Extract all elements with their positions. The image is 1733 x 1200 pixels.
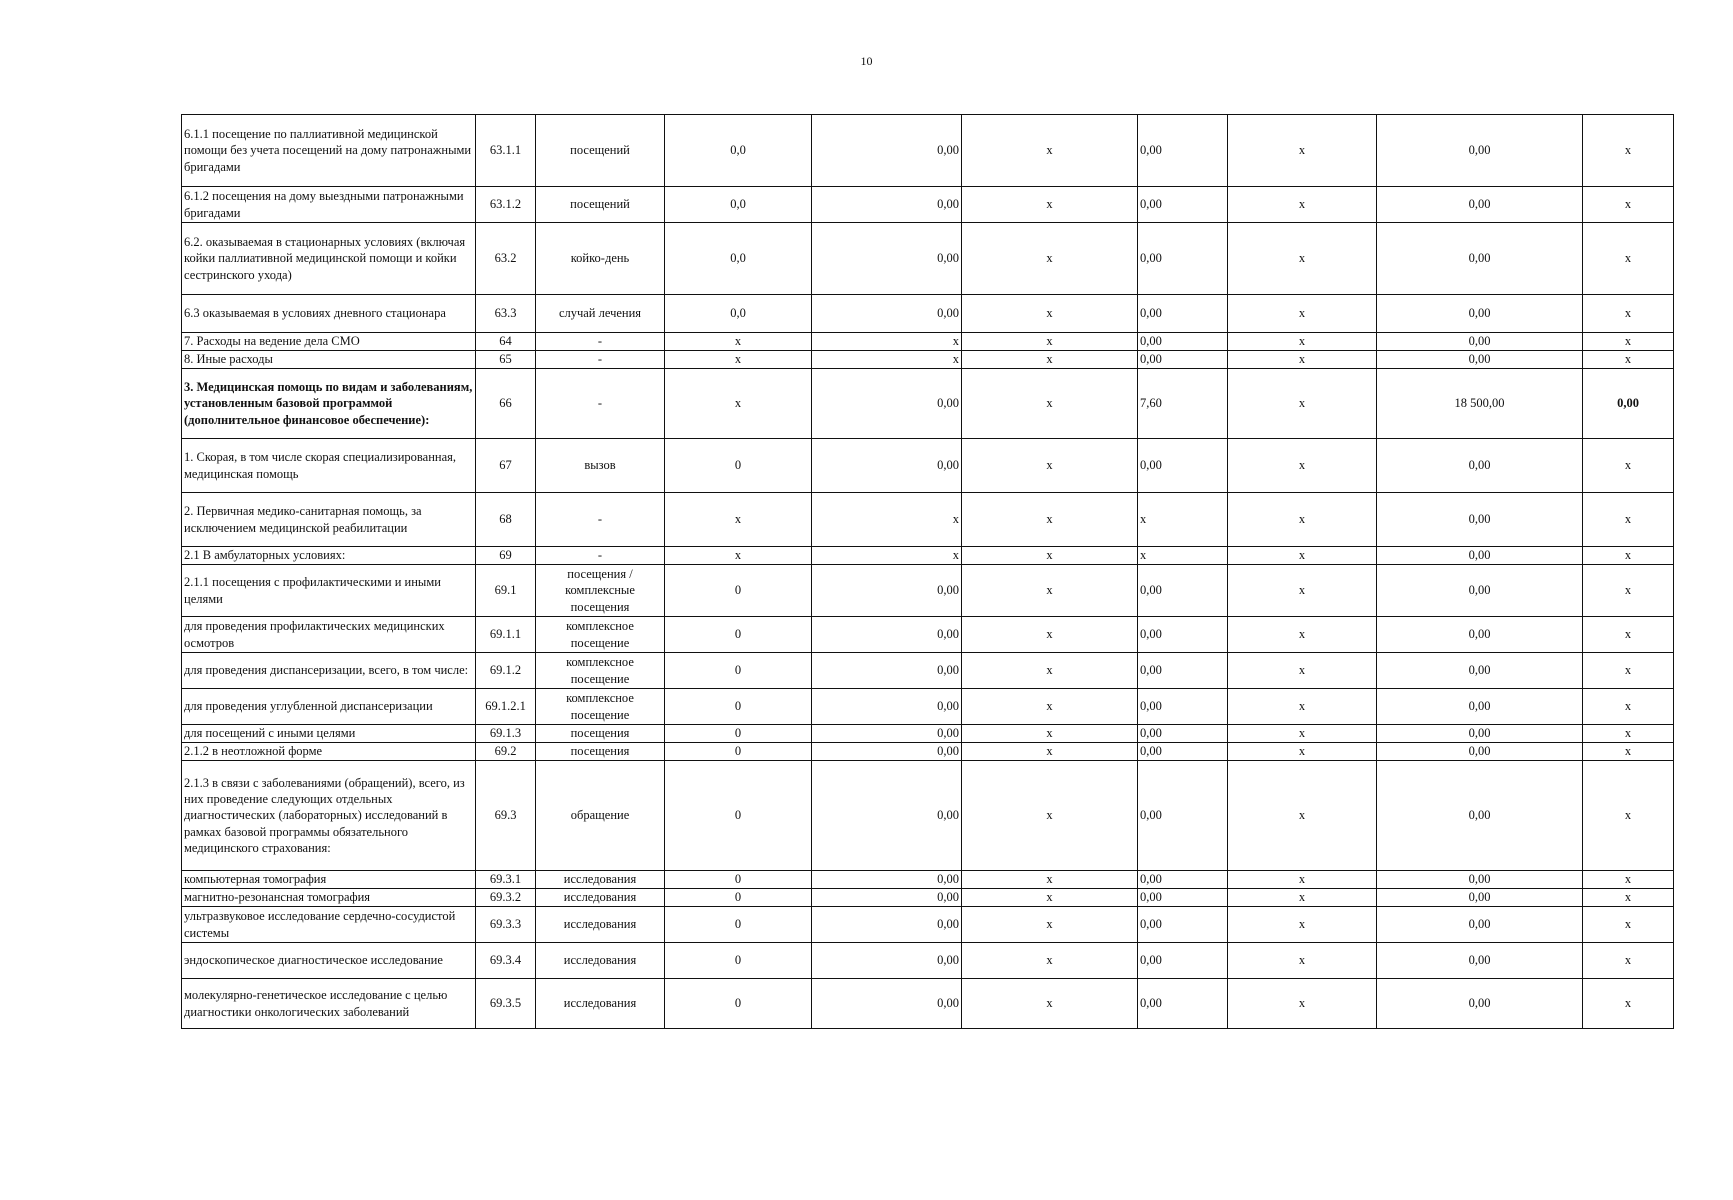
col-6-value: 0,00 bbox=[1138, 907, 1228, 943]
col-4-value: 0,00 bbox=[812, 187, 962, 223]
row-unit: комплексное посещение bbox=[536, 689, 665, 725]
row-name: эндоскопическое диагностическое исследование bbox=[182, 943, 476, 979]
col-6-value: 0,00 bbox=[1138, 333, 1228, 351]
col-7-value: x bbox=[1228, 351, 1377, 369]
row-unit: обращение bbox=[536, 761, 665, 871]
row-code: 63.1.1 bbox=[476, 115, 536, 187]
col-3-value: 0 bbox=[665, 907, 812, 943]
col-9-value: x bbox=[1583, 617, 1674, 653]
table-row bbox=[182, 333, 1674, 351]
col-7-value: x bbox=[1228, 617, 1377, 653]
col-6-value: 0,00 bbox=[1138, 761, 1228, 871]
col-8-value: 0,00 bbox=[1377, 295, 1583, 333]
col-4-value: 0,00 bbox=[812, 689, 962, 725]
col-4-value: 0,00 bbox=[812, 725, 962, 743]
col-7-value: x bbox=[1228, 187, 1377, 223]
col-8-value: 0,00 bbox=[1377, 761, 1583, 871]
col-7-value: x bbox=[1228, 439, 1377, 493]
col-9-value: x bbox=[1583, 907, 1674, 943]
table-row bbox=[182, 871, 1674, 889]
col-5-value: x bbox=[962, 889, 1138, 907]
col-3-value: 0 bbox=[665, 943, 812, 979]
col-7-value: x bbox=[1228, 871, 1377, 889]
col-3-value: 0,0 bbox=[665, 223, 812, 295]
row-name: 6.1.2 посещения на дому выездными патронажными бригадами bbox=[182, 187, 476, 223]
col-7-value: x bbox=[1228, 223, 1377, 295]
col-9-value: x bbox=[1583, 689, 1674, 725]
col-6-value: 0,00 bbox=[1138, 689, 1228, 725]
col-5-value: x bbox=[962, 547, 1138, 565]
col-9-value: x bbox=[1583, 223, 1674, 295]
col-8-value: 0,00 bbox=[1377, 871, 1583, 889]
col-7-value: x bbox=[1228, 493, 1377, 547]
col-7-value: x bbox=[1228, 565, 1377, 617]
table-row bbox=[182, 979, 1674, 1029]
col-4-value: 0,00 bbox=[812, 943, 962, 979]
col-5-value: x bbox=[962, 295, 1138, 333]
row-unit: - bbox=[536, 493, 665, 547]
col-3-value: 0,0 bbox=[665, 115, 812, 187]
col-9-value: x bbox=[1583, 979, 1674, 1029]
row-code: 63.2 bbox=[476, 223, 536, 295]
row-name: 2.1 В амбулаторных условиях: bbox=[182, 547, 476, 565]
col-4-value: x bbox=[812, 333, 962, 351]
row-code: 69.3.3 bbox=[476, 907, 536, 943]
col-8-value: 0,00 bbox=[1377, 223, 1583, 295]
col-8-value: 0,00 bbox=[1377, 653, 1583, 689]
row-unit: посещения / комплексные посещения bbox=[536, 565, 665, 617]
col-3-value: 0,0 bbox=[665, 295, 812, 333]
col-3-value: 0,0 bbox=[665, 187, 812, 223]
col-3-value: x bbox=[665, 493, 812, 547]
col-4-value: 0,00 bbox=[812, 115, 962, 187]
table-row bbox=[182, 565, 1674, 617]
col-9-value: x bbox=[1583, 743, 1674, 761]
col-9-value: x bbox=[1583, 115, 1674, 187]
row-code: 69.2 bbox=[476, 743, 536, 761]
col-6-value: 0,00 bbox=[1138, 439, 1228, 493]
col-8-value: 0,00 bbox=[1377, 979, 1583, 1029]
col-5-value: x bbox=[962, 223, 1138, 295]
col-7-value: x bbox=[1228, 653, 1377, 689]
row-code: 69.1 bbox=[476, 565, 536, 617]
col-5-value: x bbox=[962, 115, 1138, 187]
col-3-value: 0 bbox=[665, 725, 812, 743]
col-9-value: x bbox=[1583, 493, 1674, 547]
col-4-value: x bbox=[812, 351, 962, 369]
col-8-value: 0,00 bbox=[1377, 493, 1583, 547]
col-3-value: 0 bbox=[665, 689, 812, 725]
col-6-value: 7,60 bbox=[1138, 369, 1228, 439]
col-3-value: x bbox=[665, 547, 812, 565]
row-code: 69.3.5 bbox=[476, 979, 536, 1029]
table-row bbox=[182, 725, 1674, 743]
col-6-value: 0,00 bbox=[1138, 889, 1228, 907]
row-unit: исследования bbox=[536, 943, 665, 979]
col-9-value: x bbox=[1583, 547, 1674, 565]
col-4-value: 0,00 bbox=[812, 295, 962, 333]
row-name: 3. Медицинская помощь по видам и заболеваниям, установленным базовой программой (дополнительное финансовое обеспечение): bbox=[182, 369, 476, 439]
row-unit: - bbox=[536, 547, 665, 565]
col-7-value: x bbox=[1228, 743, 1377, 761]
col-5-value: x bbox=[962, 439, 1138, 493]
col-9-value: x bbox=[1583, 187, 1674, 223]
col-7-value: x bbox=[1228, 689, 1377, 725]
table-row bbox=[182, 295, 1674, 333]
col-3-value: 0 bbox=[665, 565, 812, 617]
col-7-value: x bbox=[1228, 979, 1377, 1029]
row-name: для проведения диспансеризации, всего, в том числе: bbox=[182, 653, 476, 689]
table-row bbox=[182, 439, 1674, 493]
table-body bbox=[182, 115, 1674, 1029]
table-row bbox=[182, 743, 1674, 761]
row-code: 69.3.2 bbox=[476, 889, 536, 907]
col-4-value: 0,00 bbox=[812, 653, 962, 689]
col-9-value: x bbox=[1583, 295, 1674, 333]
row-unit: случай лечения bbox=[536, 295, 665, 333]
col-6-value: 0,00 bbox=[1138, 565, 1228, 617]
col-6-value: 0,00 bbox=[1138, 617, 1228, 653]
row-unit: исследования bbox=[536, 907, 665, 943]
col-6-value: 0,00 bbox=[1138, 115, 1228, 187]
row-unit: - bbox=[536, 351, 665, 369]
col-8-value: 0,00 bbox=[1377, 115, 1583, 187]
col-4-value: 0,00 bbox=[812, 565, 962, 617]
col-4-value: 0,00 bbox=[812, 871, 962, 889]
col-4-value: 0,00 bbox=[812, 979, 962, 1029]
row-name: 1. Скорая, в том числе скорая специализированная, медицинская помощь bbox=[182, 439, 476, 493]
col-5-value: x bbox=[962, 493, 1138, 547]
col-3-value: 0 bbox=[665, 439, 812, 493]
row-name: 6.2. оказываемая в стационарных условиях (включая койки паллиативной медицинской помощи и койки сестринского ухода) bbox=[182, 223, 476, 295]
col-7-value: x bbox=[1228, 333, 1377, 351]
col-6-value: 0,00 bbox=[1138, 223, 1228, 295]
col-3-value: 0 bbox=[665, 653, 812, 689]
col-7-value: x bbox=[1228, 115, 1377, 187]
row-name: для посещений с иными целями bbox=[182, 725, 476, 743]
table-row bbox=[182, 351, 1674, 369]
col-8-value: 0,00 bbox=[1377, 725, 1583, 743]
row-name: 2.1.2 в неотложной форме bbox=[182, 743, 476, 761]
row-code: 69.1.3 bbox=[476, 725, 536, 743]
col-7-value: x bbox=[1228, 907, 1377, 943]
col-9-value: x bbox=[1583, 653, 1674, 689]
col-8-value: 0,00 bbox=[1377, 351, 1583, 369]
table-row bbox=[182, 547, 1674, 565]
page-number: 10 bbox=[860, 54, 873, 68]
col-4-value: 0,00 bbox=[812, 907, 962, 943]
col-9-value: x bbox=[1583, 871, 1674, 889]
col-3-value: 0 bbox=[665, 979, 812, 1029]
table-row bbox=[182, 889, 1674, 907]
col-8-value: 0,00 bbox=[1377, 333, 1583, 351]
row-unit: посещений bbox=[536, 187, 665, 223]
row-unit: - bbox=[536, 333, 665, 351]
col-4-value: 0,00 bbox=[812, 761, 962, 871]
col-3-value: 0 bbox=[665, 871, 812, 889]
col-8-value: 18 500,00 bbox=[1377, 369, 1583, 439]
col-8-value: 0,00 bbox=[1377, 943, 1583, 979]
col-8-value: 0,00 bbox=[1377, 889, 1583, 907]
col-6-value: 0,00 bbox=[1138, 351, 1228, 369]
row-name: 6.1.1 посещение по паллиативной медицинской помощи без учета посещений на дому патронажными бригадами bbox=[182, 115, 476, 187]
table-row bbox=[182, 115, 1674, 187]
col-5-value: x bbox=[962, 725, 1138, 743]
col-9-value: x bbox=[1583, 889, 1674, 907]
row-name: 2.1.1 посещения с профилактическими и иными целями bbox=[182, 565, 476, 617]
col-8-value: 0,00 bbox=[1377, 187, 1583, 223]
row-unit: - bbox=[536, 369, 665, 439]
col-5-value: x bbox=[962, 333, 1138, 351]
col-9-value: x bbox=[1583, 943, 1674, 979]
row-code: 69.1.2 bbox=[476, 653, 536, 689]
col-9-value: 0,00 bbox=[1583, 369, 1674, 439]
col-8-value: 0,00 bbox=[1377, 907, 1583, 943]
row-unit: посещений bbox=[536, 115, 665, 187]
col-6-value: 0,00 bbox=[1138, 943, 1228, 979]
row-unit: вызов bbox=[536, 439, 665, 493]
row-code: 65 bbox=[476, 351, 536, 369]
table-row bbox=[182, 493, 1674, 547]
col-3-value: x bbox=[665, 351, 812, 369]
row-unit: посещения bbox=[536, 743, 665, 761]
col-6-value: 0,00 bbox=[1138, 725, 1228, 743]
col-6-value: 0,00 bbox=[1138, 653, 1228, 689]
row-code: 64 bbox=[476, 333, 536, 351]
financing-table bbox=[181, 114, 1674, 1029]
row-code: 69.1.1 bbox=[476, 617, 536, 653]
col-6-value: x bbox=[1138, 493, 1228, 547]
col-9-value: x bbox=[1583, 333, 1674, 351]
col-7-value: x bbox=[1228, 761, 1377, 871]
table-row bbox=[182, 617, 1674, 653]
table-row bbox=[182, 223, 1674, 295]
col-5-value: x bbox=[962, 761, 1138, 871]
table-row bbox=[182, 907, 1674, 943]
row-name: 7. Расходы на ведение дела СМО bbox=[182, 333, 476, 351]
col-9-value: x bbox=[1583, 725, 1674, 743]
col-4-value: 0,00 bbox=[812, 743, 962, 761]
row-name: 8. Иные расходы bbox=[182, 351, 476, 369]
row-code: 63.3 bbox=[476, 295, 536, 333]
col-5-value: x bbox=[962, 351, 1138, 369]
col-7-value: x bbox=[1228, 943, 1377, 979]
col-5-value: x bbox=[962, 369, 1138, 439]
row-code: 66 bbox=[476, 369, 536, 439]
col-7-value: x bbox=[1228, 725, 1377, 743]
col-9-value: x bbox=[1583, 565, 1674, 617]
table-row bbox=[182, 369, 1674, 439]
row-name: компьютерная томография bbox=[182, 871, 476, 889]
col-8-value: 0,00 bbox=[1377, 743, 1583, 761]
col-5-value: x bbox=[962, 743, 1138, 761]
row-code: 69.3 bbox=[476, 761, 536, 871]
row-code: 63.1.2 bbox=[476, 187, 536, 223]
col-6-value: 0,00 bbox=[1138, 979, 1228, 1029]
col-5-value: x bbox=[962, 617, 1138, 653]
row-name: 6.3 оказываемая в условиях дневного стационара bbox=[182, 295, 476, 333]
table-row bbox=[182, 187, 1674, 223]
row-name: ультразвуковое исследование сердечно-сосудистой системы bbox=[182, 907, 476, 943]
row-name: 2. Первичная медико-санитарная помощь, за исключением медицинской реабилитации bbox=[182, 493, 476, 547]
row-code: 69 bbox=[476, 547, 536, 565]
col-7-value: x bbox=[1228, 295, 1377, 333]
col-4-value: 0,00 bbox=[812, 223, 962, 295]
row-name: магнитно-резонансная томография bbox=[182, 889, 476, 907]
col-8-value: 0,00 bbox=[1377, 565, 1583, 617]
row-unit: койко-день bbox=[536, 223, 665, 295]
col-8-value: 0,00 bbox=[1377, 689, 1583, 725]
row-unit: исследования bbox=[536, 889, 665, 907]
col-9-value: x bbox=[1583, 761, 1674, 871]
col-8-value: 0,00 bbox=[1377, 617, 1583, 653]
row-code: 67 bbox=[476, 439, 536, 493]
col-3-value: 0 bbox=[665, 743, 812, 761]
col-5-value: x bbox=[962, 979, 1138, 1029]
col-4-value: x bbox=[812, 547, 962, 565]
col-4-value: 0,00 bbox=[812, 439, 962, 493]
col-5-value: x bbox=[962, 907, 1138, 943]
row-code: 69.3.4 bbox=[476, 943, 536, 979]
row-unit: посещения bbox=[536, 725, 665, 743]
col-6-value: x bbox=[1138, 547, 1228, 565]
col-3-value: 0 bbox=[665, 617, 812, 653]
col-5-value: x bbox=[962, 689, 1138, 725]
col-6-value: 0,00 bbox=[1138, 871, 1228, 889]
col-5-value: x bbox=[962, 653, 1138, 689]
col-5-value: x bbox=[962, 871, 1138, 889]
col-9-value: x bbox=[1583, 439, 1674, 493]
col-5-value: x bbox=[962, 565, 1138, 617]
row-unit: комплексное посещение bbox=[536, 653, 665, 689]
row-unit: комплексное посещение bbox=[536, 617, 665, 653]
col-4-value: 0,00 bbox=[812, 617, 962, 653]
table-row bbox=[182, 943, 1674, 979]
col-7-value: x bbox=[1228, 369, 1377, 439]
table-row bbox=[182, 761, 1674, 871]
col-7-value: x bbox=[1228, 889, 1377, 907]
col-4-value: 0,00 bbox=[812, 889, 962, 907]
row-name: 2.1.3 в связи с заболеваниями (обращений), всего, из них проведение следующих отдельных диагностических (лабораторных) исследований в рамках базовой программы обязательного медицинского страхования: bbox=[182, 761, 476, 871]
row-unit: исследования bbox=[536, 979, 665, 1029]
col-6-value: 0,00 bbox=[1138, 295, 1228, 333]
row-code: 69.1.2.1 bbox=[476, 689, 536, 725]
row-unit: исследования bbox=[536, 871, 665, 889]
row-name: для проведения профилактических медицинских осмотров bbox=[182, 617, 476, 653]
col-5-value: x bbox=[962, 943, 1138, 979]
col-6-value: 0,00 bbox=[1138, 187, 1228, 223]
col-8-value: 0,00 bbox=[1377, 547, 1583, 565]
row-name: для проведения углубленной диспансеризации bbox=[182, 689, 476, 725]
col-8-value: 0,00 bbox=[1377, 439, 1583, 493]
col-4-value: 0,00 bbox=[812, 369, 962, 439]
row-code: 68 bbox=[476, 493, 536, 547]
col-6-value: 0,00 bbox=[1138, 743, 1228, 761]
col-3-value: x bbox=[665, 369, 812, 439]
col-3-value: x bbox=[665, 333, 812, 351]
table-row bbox=[182, 689, 1674, 725]
col-7-value: x bbox=[1228, 547, 1377, 565]
col-9-value: x bbox=[1583, 351, 1674, 369]
col-4-value: x bbox=[812, 493, 962, 547]
col-5-value: x bbox=[962, 187, 1138, 223]
row-code: 69.3.1 bbox=[476, 871, 536, 889]
row-name: молекулярно-генетическое исследование с целью диагностики онкологических заболеваний bbox=[182, 979, 476, 1029]
col-3-value: 0 bbox=[665, 889, 812, 907]
col-3-value: 0 bbox=[665, 761, 812, 871]
table-row bbox=[182, 653, 1674, 689]
